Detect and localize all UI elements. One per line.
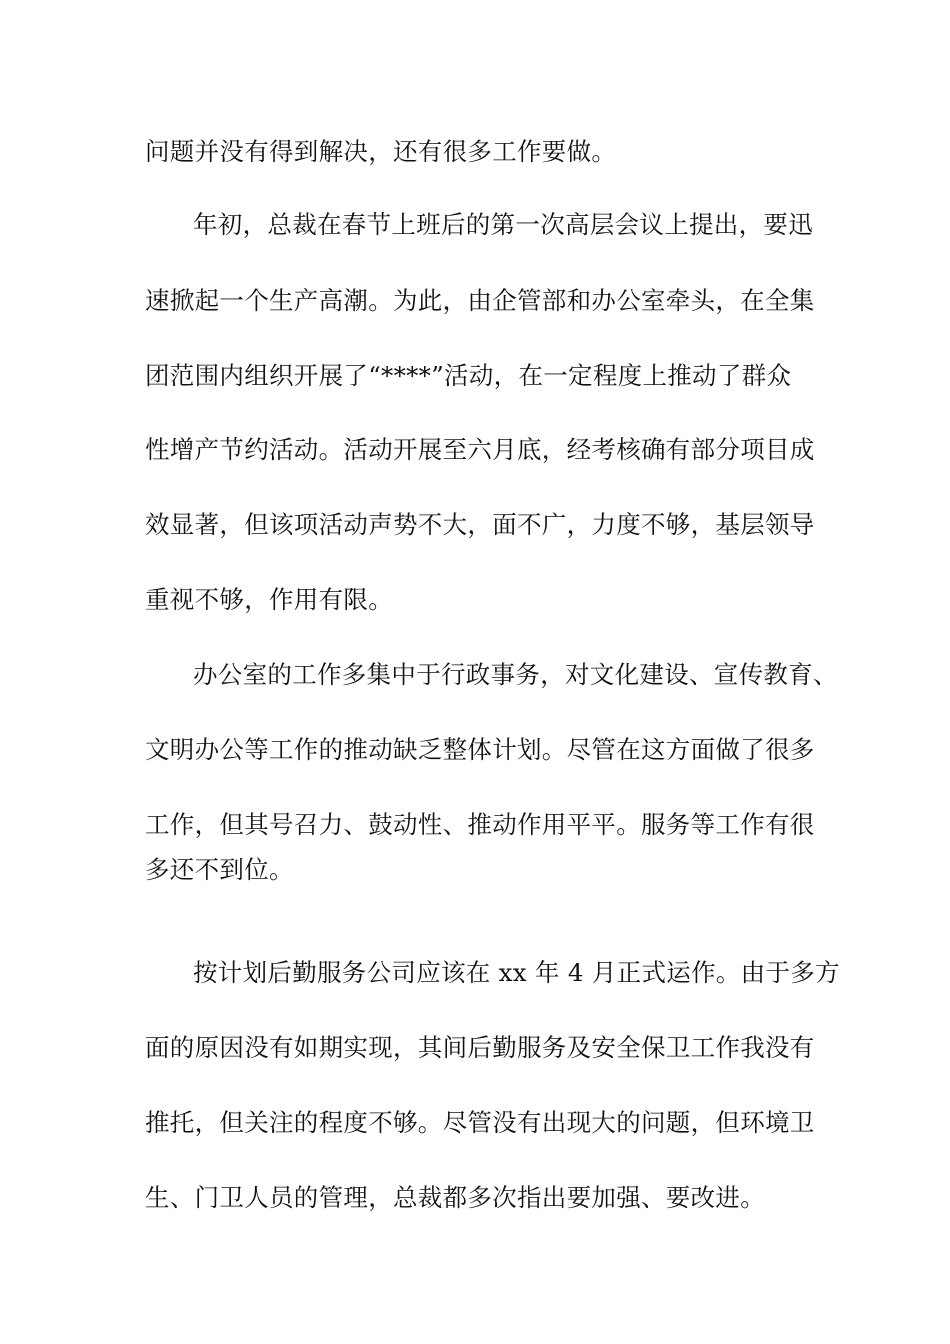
text-line-5: 性增产节约活动。活动开展至六月底，经考核确有部分项目成 [145,435,815,464]
text-line-2: 年初，总裁在春节上班后的第一次高层会议上提出，要迅 [193,210,813,239]
text-line-13: 面的原因没有如期实现，其间后勤服务及安全保卫工作我没有 [145,1033,815,1062]
text-line-3: 速掀起一个生产高潮。为此，由企管部和办公室牵头，在全集 [145,286,815,315]
text-line-9: 文明办公等工作的推动缺乏整体计划。尽管在这方面做了很多 [145,735,815,764]
text-line-11: 多还不到位。 [145,855,294,884]
text-line-15: 生、门卫人员的管理，总裁都多次指出要加强、要改进。 [145,1183,765,1212]
text-line-7: 重视不够，作用有限。 [145,585,393,614]
text-line-14: 推托，但关注的程度不够。尽管没有出现大的问题，但环境卫 [145,1108,815,1137]
text-line-12: 按计划后勤服务公司应该在 xx 年 4 月正式运作。由于多方 [193,958,840,987]
text-line-6: 效显著，但该项活动声势不大，面不广，力度不够，基层领导 [145,510,815,539]
text-line-8: 办公室的工作多集中于行政事务，对文化建设、宣传教育、 [193,660,838,689]
text-line-10: 工作，但其号召力、鼓动性、推动作用平平。服务等工作有很 [145,810,815,839]
text-line-1: 问题并没有得到解决，还有很多工作要做。 [145,137,617,166]
text-line-4: 团范围内组织开展了“****”活动，在一定程度上推动了群众 [145,361,792,390]
